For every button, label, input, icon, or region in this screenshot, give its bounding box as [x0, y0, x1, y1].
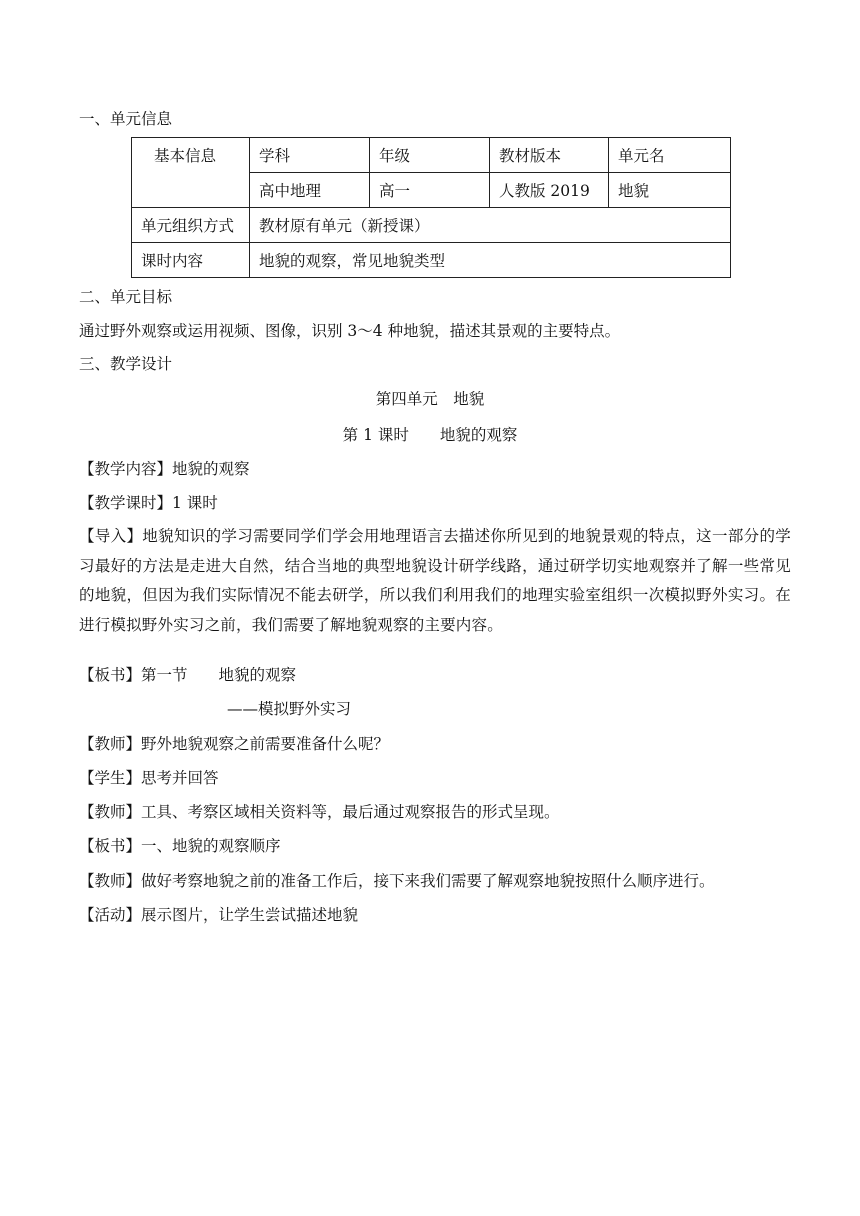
board-line-2: 【板书】一、地貌的观察顺序	[79, 837, 281, 855]
activity-line: 【活动】展示图片，让学生尝试描述地貌	[79, 906, 359, 924]
header-edition-cell: 教材版本	[490, 138, 609, 173]
teaching-content-line: 【教学内容】地貌的观察	[79, 460, 250, 478]
value-subject-cell: 高中地理	[250, 173, 370, 208]
teacher-line-3: 【教师】做好考察地貌之前的准备工作后，接下来我们需要了解观察地貌按照什么顺序进行。	[79, 872, 715, 890]
value-edition-cell: 人教版 2019	[490, 173, 609, 208]
org-label-cell: 单元组织方式	[132, 208, 250, 243]
table-row	[132, 208, 731, 243]
value-grade-cell: 高一	[370, 173, 490, 208]
table-row	[132, 138, 731, 173]
section-3-heading: 三、教学设计	[79, 355, 173, 373]
table-row	[132, 243, 731, 278]
unit-title: 第四单元 地貌	[375, 390, 485, 408]
intro-paragraph: 【导入】地貌知识的学习需要同学们学会用地理语言去描述你所见到的地貌景观的特点，这一部分的学习最好的方法是走进大自然，结合当地的典型地貌设计研学线路，通过研学切实地观察并了解一些常见的地貌，但因为我们实际情况不能去研学，所以我们利用我们的地理实验室组织一次模拟野外实习。在进行模拟野外实习之前，我们需要了解地貌观察的主要内容。	[79, 527, 791, 634]
basic-info-cell: 基本信息	[132, 138, 250, 208]
header-grade-cell: 年级	[370, 138, 490, 173]
teacher-line-1: 【教师】野外地貌观察之前需要准备什么呢？	[79, 735, 390, 753]
content-value-cell: 地貌的观察，常见地貌类型	[250, 243, 731, 278]
board-line-1: 【板书】第一节 地貌的观察	[79, 666, 297, 684]
value-unit-name-cell: 地貌	[609, 173, 731, 208]
unit-info-table	[131, 137, 731, 278]
lesson-title: 第 1 课时 地貌的观察	[342, 426, 518, 444]
header-unit-name-cell: 单元名	[609, 138, 731, 173]
teacher-line-2: 【教师】工具、考察区域相关资料等，最后通过观察报告的形式呈现。	[79, 803, 560, 821]
teaching-hours-line: 【教学课时】1 课时	[79, 494, 218, 512]
section-2-heading: 二、单元目标	[79, 288, 173, 306]
section-1-heading: 一、单元信息	[79, 110, 173, 128]
content-label-cell: 课时内容	[132, 243, 250, 278]
student-line-1: 【学生】思考并回答	[79, 769, 219, 787]
org-value-cell: 教材原有单元（新授课）	[250, 208, 731, 243]
board-line-1-subtitle: ——模拟野外实习	[227, 700, 352, 718]
header-subject-cell: 学科	[250, 138, 370, 173]
unit-objective-text: 通过野外观察或运用视频、图像，识别 3～4 种地貌，描述其景观的主要特点。	[79, 322, 621, 340]
